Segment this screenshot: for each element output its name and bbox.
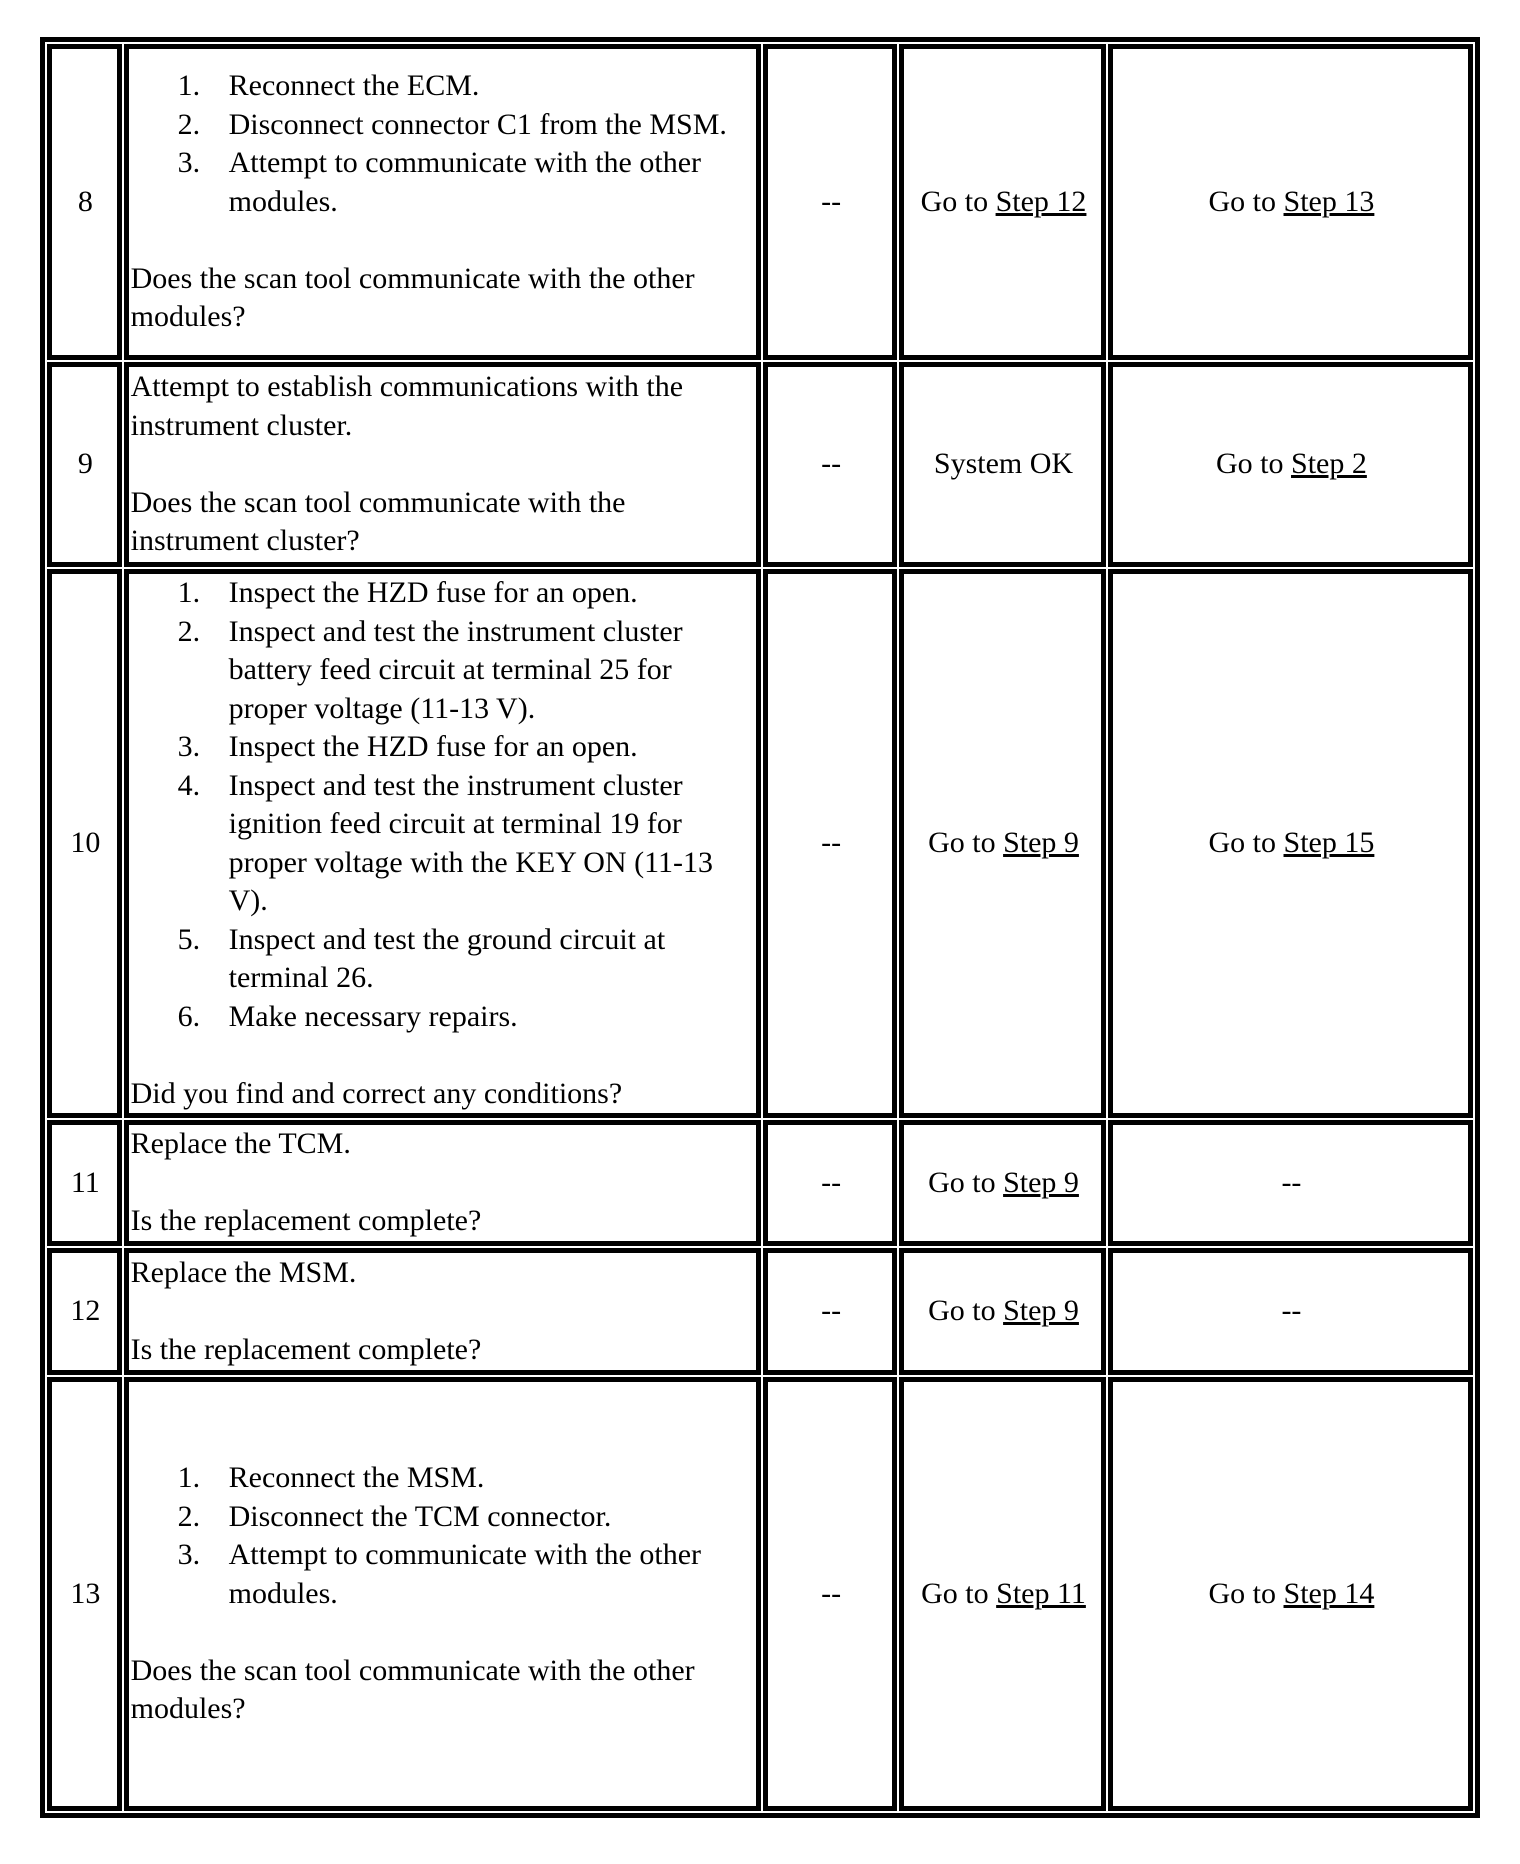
- yes-cell: Go to Step 11: [899, 1377, 1106, 1811]
- step-number: 10: [47, 569, 122, 1118]
- no-cell: --: [1108, 1120, 1473, 1246]
- action-cell: [124, 1377, 761, 1811]
- step-link[interactable]: Step 11: [996, 1576, 1086, 1610]
- list-item: 1. Reconnect the ECM.: [177, 69, 480, 103]
- step-link[interactable]: Step 14: [1283, 1576, 1375, 1610]
- step-number: 11: [47, 1120, 122, 1246]
- list-item: 3. Inspect the HZD fuse for an open.: [177, 730, 638, 763]
- question-text: Does the scan tool communicate with the other modules?: [130, 261, 695, 334]
- instruction-text: Replace the MSM.: [130, 1255, 357, 1289]
- table-row: [47, 1248, 1473, 1375]
- instruction-text: Replace the TCM.: [130, 1127, 351, 1161]
- yes-cell: Go to Step 9: [899, 569, 1106, 1118]
- yes-cell: Go to Step 12: [899, 44, 1106, 360]
- list-item: 1. Inspect the HZD fuse for an open.: [177, 576, 638, 609]
- step-link[interactable]: Step 13: [1283, 184, 1375, 218]
- list-item: 1. Reconnect the MSM.: [177, 1461, 485, 1495]
- list-item: 6. Make necessary repairs.: [177, 999, 518, 1033]
- no-cell: Go to Step 15: [1108, 569, 1473, 1118]
- list-item: 2. Disconnect the TCM connector.: [177, 1499, 612, 1533]
- step-link[interactable]: Step 9: [1003, 1294, 1079, 1328]
- action-cell: [124, 362, 761, 567]
- step-link[interactable]: Step 12: [995, 184, 1087, 218]
- value-cell: --: [763, 1377, 897, 1811]
- step-link[interactable]: Step 9: [1003, 826, 1079, 860]
- no-cell: Go to Step 13: [1108, 44, 1473, 360]
- value-cell: --: [763, 569, 897, 1118]
- yes-cell: System OK: [899, 362, 1106, 567]
- action-cell: [124, 1248, 761, 1375]
- table-row: [47, 44, 1473, 360]
- step-link[interactable]: Step 2: [1291, 447, 1367, 481]
- question-text: Does the scan tool communicate with the other modules?: [130, 1653, 695, 1726]
- yes-cell: Go to Step 9: [899, 1248, 1106, 1375]
- step-number: 13: [47, 1377, 122, 1811]
- step-link[interactable]: Step 15: [1283, 826, 1375, 860]
- question-text: Is the replacement complete?: [130, 1332, 482, 1366]
- no-cell: Go to Step 2: [1108, 362, 1473, 567]
- diagnostic-table: [40, 37, 1480, 1818]
- list-item: 2. Inspect and test the instrument cluster battery feed circuit at terminal 25 for proper voltage (11-13 V).: [177, 614, 683, 725]
- action-list: [131, 67, 756, 221]
- question-text: Is the replacement complete?: [130, 1204, 482, 1238]
- instruction-text: Attempt to establish communications with the instrument cluster.: [130, 370, 684, 442]
- question-text: Does the scan tool communicate with the instrument cluster?: [130, 485, 626, 558]
- step-number: 9: [47, 362, 122, 567]
- no-cell: --: [1108, 1248, 1473, 1375]
- question-text: Did you find and correct any conditions?: [130, 1076, 623, 1110]
- table-row: [47, 1377, 1473, 1811]
- value-cell: --: [763, 1248, 897, 1375]
- list-item: 4. Inspect and test the instrument cluster ignition feed circuit at terminal 19 for proper voltage with the KEY ON (11-13 V).: [177, 768, 713, 917]
- list-item: 2. Disconnect connector C1 from the MSM.: [177, 107, 727, 141]
- action-cell: [124, 569, 761, 1118]
- action-list: [131, 1459, 756, 1613]
- list-item: 5. Inspect and test the ground circuit at terminal 26.: [177, 922, 666, 994]
- value-cell: --: [763, 1120, 897, 1246]
- value-cell: --: [763, 44, 897, 360]
- action-list: [131, 574, 756, 1036]
- no-cell: Go to Step 14: [1108, 1377, 1473, 1811]
- table-row: [47, 1120, 1473, 1246]
- table-row: [47, 569, 1473, 1118]
- list-item: 3. Attempt to communicate with the other modules.: [177, 1538, 702, 1610]
- list-item: 3. Attempt to communicate with the other modules.: [177, 146, 702, 218]
- action-cell: [124, 1120, 761, 1246]
- step-number: 8: [47, 44, 122, 360]
- action-cell: [124, 44, 761, 360]
- table-row: [47, 362, 1473, 567]
- value-cell: --: [763, 362, 897, 567]
- yes-cell: Go to Step 9: [899, 1120, 1106, 1246]
- step-number: 12: [47, 1248, 122, 1375]
- step-link[interactable]: Step 9: [1003, 1165, 1079, 1199]
